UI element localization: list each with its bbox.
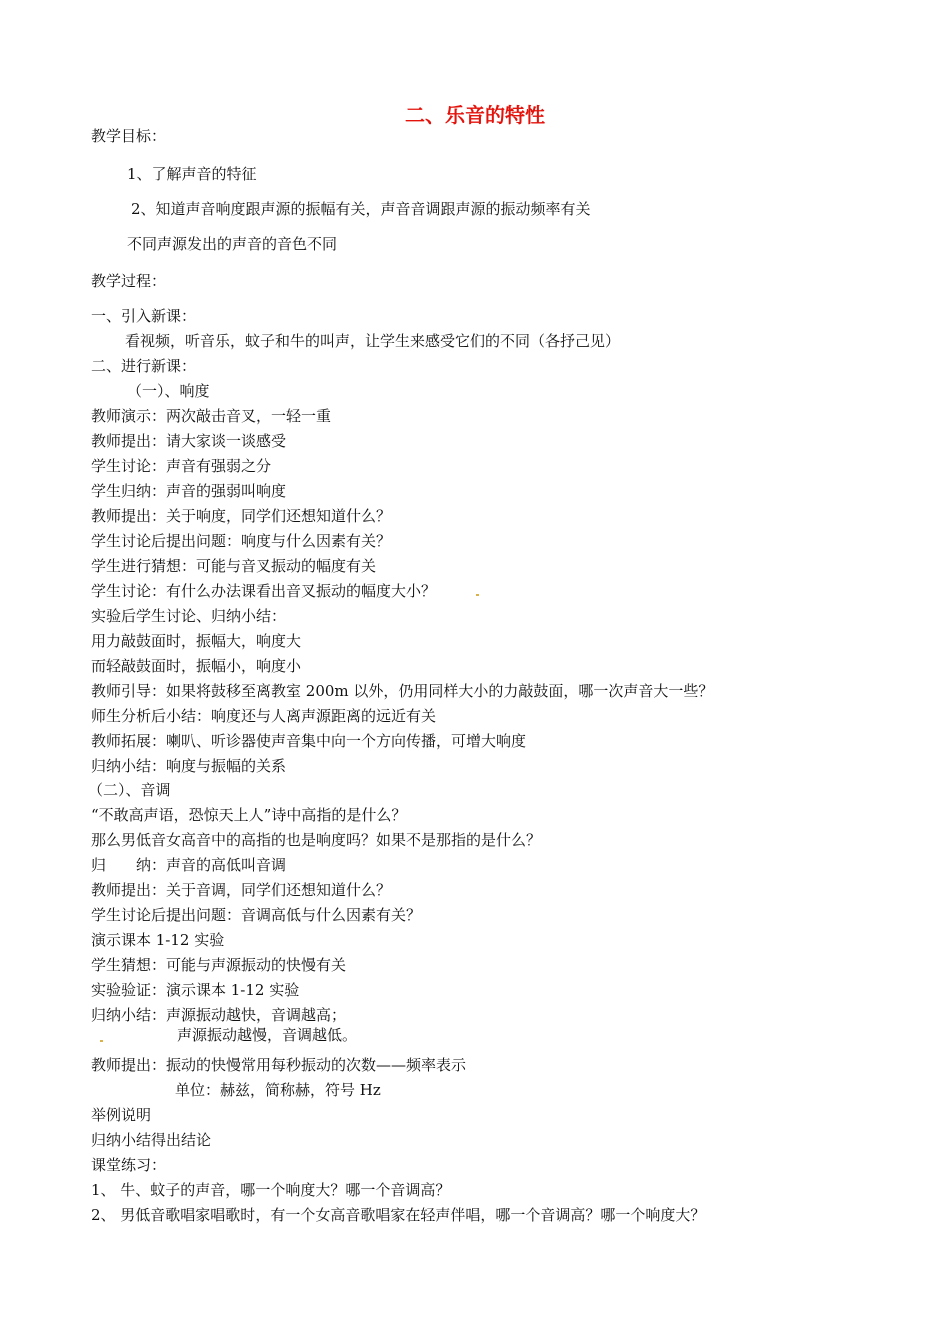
page-title: 二、乐音的特性 bbox=[405, 103, 545, 127]
body-line: 实验验证：演示课本 1-12 实验 bbox=[91, 981, 300, 999]
body-line: 教师引导：如果将鼓移至离教室 200m 以外，仍用同样大小的力敲鼓面，哪一次声音大一些？ bbox=[91, 682, 714, 700]
body-line: 用力敲鼓面时，振幅大，响度大 bbox=[91, 632, 302, 650]
section-heading-objectives: 教学目标： bbox=[91, 127, 167, 145]
body-line: 学生讨论后提出问题：音调高低与什么因素有关？ bbox=[91, 906, 422, 924]
body-line: 归纳小结：声源振动越快，音调越高； bbox=[91, 1006, 347, 1024]
body-line: 师生分析后小结：响度还与人离声源距离的远近有关 bbox=[91, 707, 437, 725]
body-line: 学生讨论：有什么办法课看出音叉振动的幅度大小？ bbox=[91, 582, 437, 600]
body-line: 归纳小结得出结论 bbox=[91, 1131, 212, 1149]
scan-artifact bbox=[100, 1040, 103, 1042]
body-line: 学生讨论后提出问题：响度与什么因素有关？ bbox=[91, 532, 392, 550]
objective-item: 不同声源发出的声音的音色不同 bbox=[127, 235, 338, 253]
body-line: 那么男低音女高音中的高指的也是响度吗？如果不是那指的是什么？ bbox=[91, 831, 542, 849]
body-line: 声源振动越慢，音调越低。 bbox=[177, 1026, 358, 1044]
scan-artifact bbox=[476, 594, 479, 596]
subsection-heading: （一）、响度 bbox=[127, 382, 210, 400]
body-line: 教师演示：两次敲击音叉，一轻一重 bbox=[91, 407, 332, 425]
body-line: 归纳小结：响度与振幅的关系 bbox=[91, 757, 287, 775]
objective-item: 2、知道声音响度跟声源的振幅有关，声音音调跟声源的振动频率有关 bbox=[131, 200, 591, 218]
body-line: 教师提出：振动的快慢常用每秒振动的次数——频率表示 bbox=[91, 1056, 467, 1074]
body-line: 学生讨论：声音有强弱之分 bbox=[91, 457, 272, 475]
body-line: 教师拓展：喇叭、听诊器使声音集中向一个方向传播，可增大响度 bbox=[91, 732, 527, 750]
body-line: 实验后学生讨论、归纳小结： bbox=[91, 607, 287, 625]
body-line: 教师提出：请大家谈一谈感受 bbox=[91, 432, 287, 450]
section-heading-process: 教学过程： bbox=[91, 272, 167, 290]
body-line: 而轻敲鼓面时，振幅小，响度小 bbox=[91, 657, 302, 675]
section-heading: 二、进行新课： bbox=[91, 357, 197, 375]
body-line: 教师提出：关于音调，同学们还想知道什么？ bbox=[91, 881, 392, 899]
body-line: “不敢高声语，恐惊天上人”诗中高指的是什么？ bbox=[91, 806, 407, 824]
body-line: 演示课本 1-12 实验 bbox=[91, 931, 225, 949]
body-line: 学生归纳：声音的强弱叫响度 bbox=[91, 482, 287, 500]
body-line: 归 纳：声音的高低叫音调 bbox=[91, 856, 287, 874]
exercise-item: 2、 男低音歌唱家唱歌时，有一个女高音歌唱家在轻声伴唱，哪一个音调高？哪一个响度大？ bbox=[91, 1206, 706, 1224]
body-line: 学生进行猜想：可能与音叉振动的幅度有关 bbox=[91, 557, 377, 575]
body-line: 学生猜想：可能与声源振动的快慢有关 bbox=[91, 956, 347, 974]
body-line: 课堂练习： bbox=[91, 1156, 167, 1174]
exercise-item: 1、 牛、蚊子的声音，哪一个响度大？哪一个音调高？ bbox=[91, 1181, 451, 1199]
section-heading: 一、引入新课： bbox=[91, 307, 197, 325]
objective-item: 1、了解声音的特征 bbox=[127, 165, 257, 183]
body-line: 单位：赫兹，简称赫，符号 Hz bbox=[175, 1081, 381, 1099]
subsection-heading: （二）、音调 bbox=[88, 781, 171, 799]
body-line: 举例说明 bbox=[91, 1106, 152, 1124]
body-line: 看视频，听音乐，蚊子和牛的叫声，让学生来感受它们的不同（各抒己见） bbox=[125, 332, 621, 350]
body-line: 教师提出：关于响度，同学们还想知道什么？ bbox=[91, 507, 392, 525]
